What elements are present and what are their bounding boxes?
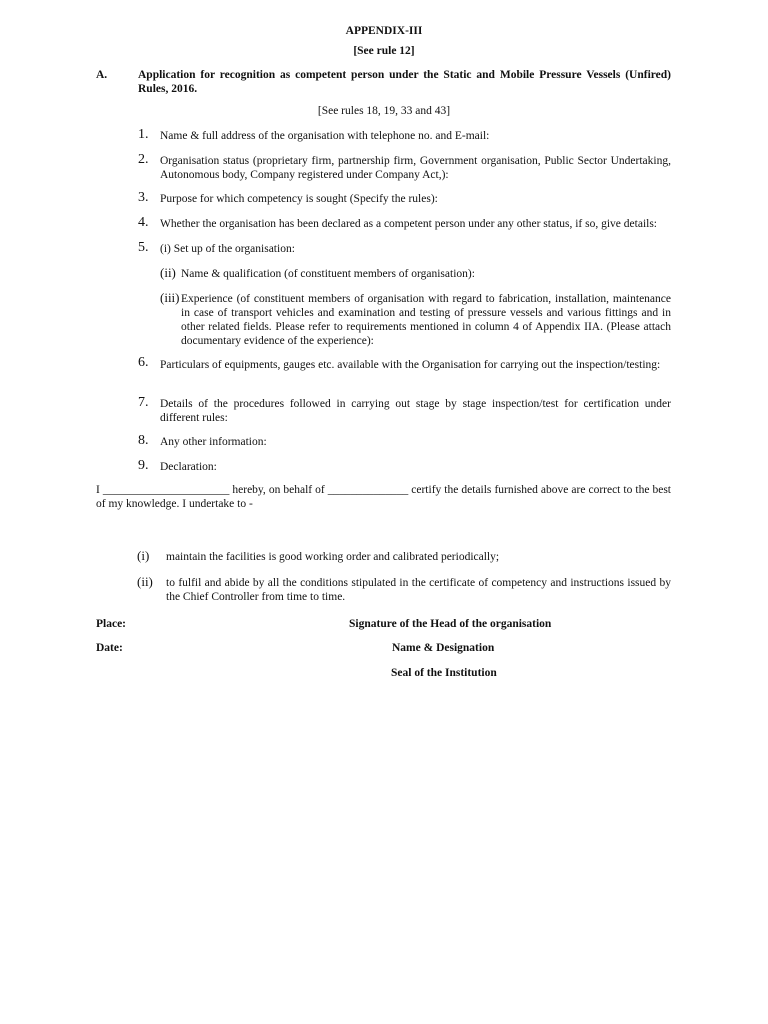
sub-item-number: (iii)	[160, 290, 180, 305]
rules-reference: [See rules 18, 19, 33 and 43]	[317, 105, 451, 117]
appendix-title: APPENDIX-III	[345, 25, 423, 37]
rule-reference: [See rule 12]	[353, 45, 415, 57]
item-number: 1.	[138, 127, 149, 142]
item-number: 3.	[138, 190, 149, 205]
name-designation-label: Name & Designation	[392, 642, 495, 654]
place-label: Place:	[96, 618, 127, 630]
undertaking-text: to fulfil and abide by all the conditions stipulated in the certificate of competency and instructions issued by the Chief Controller from time to time.	[166, 577, 671, 603]
item-text: Particulars of equipments, gauges etc. available with the Organisation for carrying out the inspection/testing:	[160, 359, 661, 371]
sub-item-text-content: Experience (of constituent members of organisation with regard to fabrication, installation, maintenance in case of transport vehicles and examination and testing of pressure vessels and various fittings and in other related fields. Please refer to requirements mentioned in column 4 of Appendix IIA. (Please attach documentary evidence of the experience):	[181, 293, 671, 347]
item-number: 2.	[138, 152, 149, 167]
item-number: 7.	[138, 395, 149, 410]
date-label: Date:	[96, 642, 123, 654]
item-text: Name & full address of the organisation with telephone no. and E-mail:	[160, 130, 490, 142]
seal-label: Seal of the Institution	[391, 667, 497, 679]
item-number: 4.	[138, 215, 149, 230]
sub-item-text	[181, 292, 671, 348]
item-text: (i) Set up of the organisation:	[160, 243, 295, 255]
signature-label: Signature of the Head of the organisation	[349, 618, 552, 630]
item-number: 6.	[138, 355, 149, 370]
item-text: Details of the procedures followed in carrying out stage by stage inspection/test for certification under different rules:	[160, 398, 671, 424]
item-number: 5.	[138, 240, 149, 255]
item-number: 8.	[138, 433, 149, 448]
item-text: Purpose for which competency is sought (Specify the rules):	[160, 193, 438, 205]
item-text: Organisation status (proprietary firm, partnership firm, Government organisation, Public Sector Undertaking, Autonomous body, Company registered under Company Act,):	[160, 155, 671, 181]
item-text: Whether the organisation has been declared as a competent person under any other status, if so, give details:	[160, 218, 657, 230]
section-marker: A.	[96, 69, 108, 81]
item-text: Declaration:	[160, 461, 217, 473]
sub-item-text: Name & qualification (of constituent members of organisation):	[181, 268, 475, 280]
sub-item-number: (ii)	[160, 265, 176, 280]
item-text: Any other information:	[160, 436, 267, 448]
item-number: 9.	[138, 458, 149, 473]
declaration-text: I ______________________ hereby, on behalf of ______________ certify the details furnished above are correct to the best of my knowledge. I undertake to -	[96, 484, 671, 510]
undertaking-text: maintain the facilities is good working order and calibrated periodically;	[166, 551, 500, 563]
undertaking-number: (ii)	[137, 574, 153, 589]
section-heading: Application for recognition as competent person under the Static and Mobile Pressure Vessels (Unfired) Rules, 2016.	[138, 69, 671, 95]
undertaking-number: (i)	[137, 548, 150, 563]
